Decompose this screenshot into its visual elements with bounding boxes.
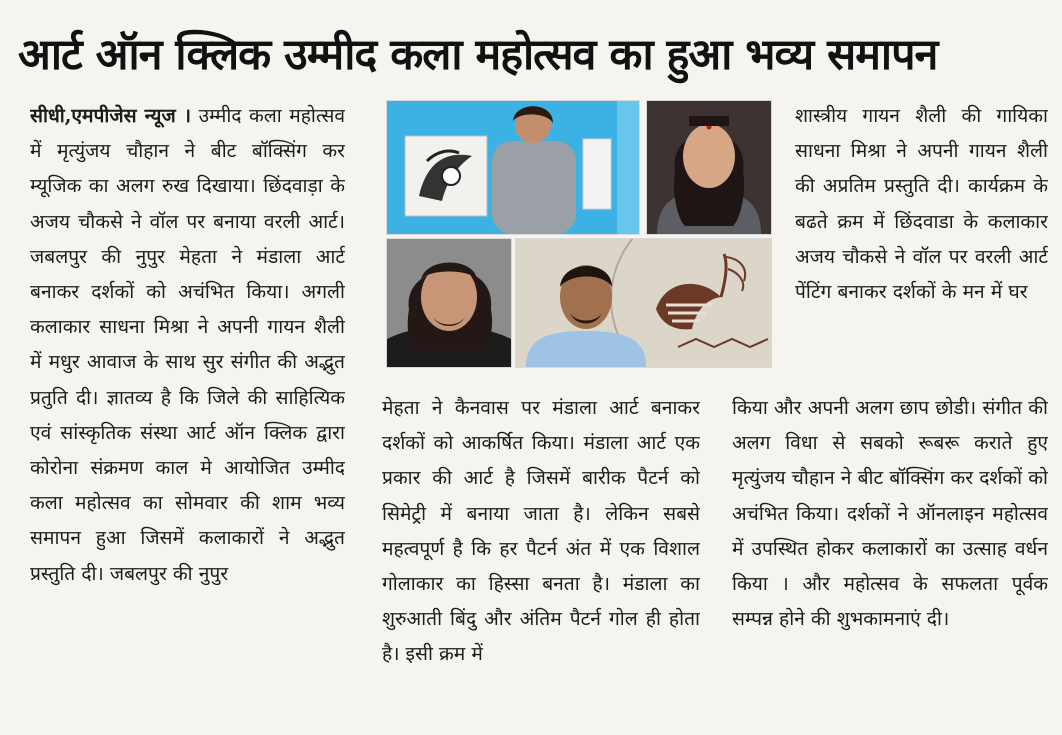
- photo-warli-artist: [515, 238, 772, 368]
- photo-girl-with-drawing-illustration: [387, 101, 639, 234]
- photo-beatboxer-illustration: [387, 239, 511, 367]
- photo-girl-with-drawing: [386, 100, 640, 235]
- article-column-3-bottom: किया और अपनी अलग छाप छोडी। संगीत की अलग विधा से सबको रूबरू कराते हुए मृत्युंजय चौहान ने बीट बॉक्सिंग कर दर्शकों को अचंभित किया। दर्शकों ने ऑनलाइन महोत्सव में उपस्थित होकर कलाकारों का उत्साह वर्धन किया । और महोत्सव के सफलता पूर्वक सम्पन्न होने की शुभकामनाएं दी।: [732, 396, 1048, 631]
- article-column-2: मेहता ने कैनवास पर मंडाला आर्ट बनाकर दर्शकों को आकर्षित किया। मंडाला आर्ट एक प्रकार की आर्ट है जिसमें बारीक पैटर्न को सिमेट्री में बनाया जाता है। लेकिन सबसे महत्वपूर्ण है कि हर पैटर्न अंत में एक विशाल गोलाकार का हिस्सा बनता है। मंडाला का शुरुआती बिंदु और अंतिम पैटर्न गोल ही होता है। इसी क्रम में: [382, 396, 700, 666]
- photo-beatboxer: [386, 238, 512, 368]
- photo-warli-artist-illustration: [516, 239, 771, 367]
- headline: आर्ट ऑन क्लिक उम्मीद कला महोत्सव का हुआ भव्य समापन: [18, 30, 938, 80]
- column-1-text: उम्मीद कला महोत्सव में मृत्युंजय चौहान ने बीट बॉक्सिंग कर म्यूजिक का अलग रुख दिखाया। छिंदवाड़ा के अजय चौकसे ने वॉल पर बनाया वरली आर्ट।जबलपुर की नुपुर मेहता ने मंडाला आर्ट बनाकर दर्शकों को अचंभित किया। अगली कलाकार साधना मिश्रा ने अपनी गायन शैली में मधुर आवाज के साथ सुर संगीत की अद्भुत प्रतुति दी। ज्ञातव्य है कि जिले की साहित्यिक एवं सांस्कृतिक संस्था आर्ट ऑन क्लिक द्वारा कोरोना संक्रमण काल मे आयोजित उम्मीद कला महोत्सव का सोमवार की शाम भव्य समापन हुआ जिसमें कलाकारों ने अद्भुत प्रस्तुति दी। जबलपुर की नुपुर: [30, 104, 345, 585]
- dateline: सीधी,एमपीजेस न्यूज ।: [30, 104, 192, 127]
- photo-singer-illustration: [647, 101, 771, 234]
- article-column-1: [30, 98, 345, 723]
- article-column-3-top: शास्त्रीय गायन शैली की गायिका साधना मिश्रा ने अपनी गायन शैली की अप्रतिम प्रस्तुति दी। कार्यक्रम के बढते क्रम में छिंदवाडा के कलाकार अजय चौकसे ने वॉल पर वरली आर्ट पेंटिंग बनाकर दर्शकों के मन में घर: [795, 104, 1048, 304]
- photo-singer: [646, 100, 772, 235]
